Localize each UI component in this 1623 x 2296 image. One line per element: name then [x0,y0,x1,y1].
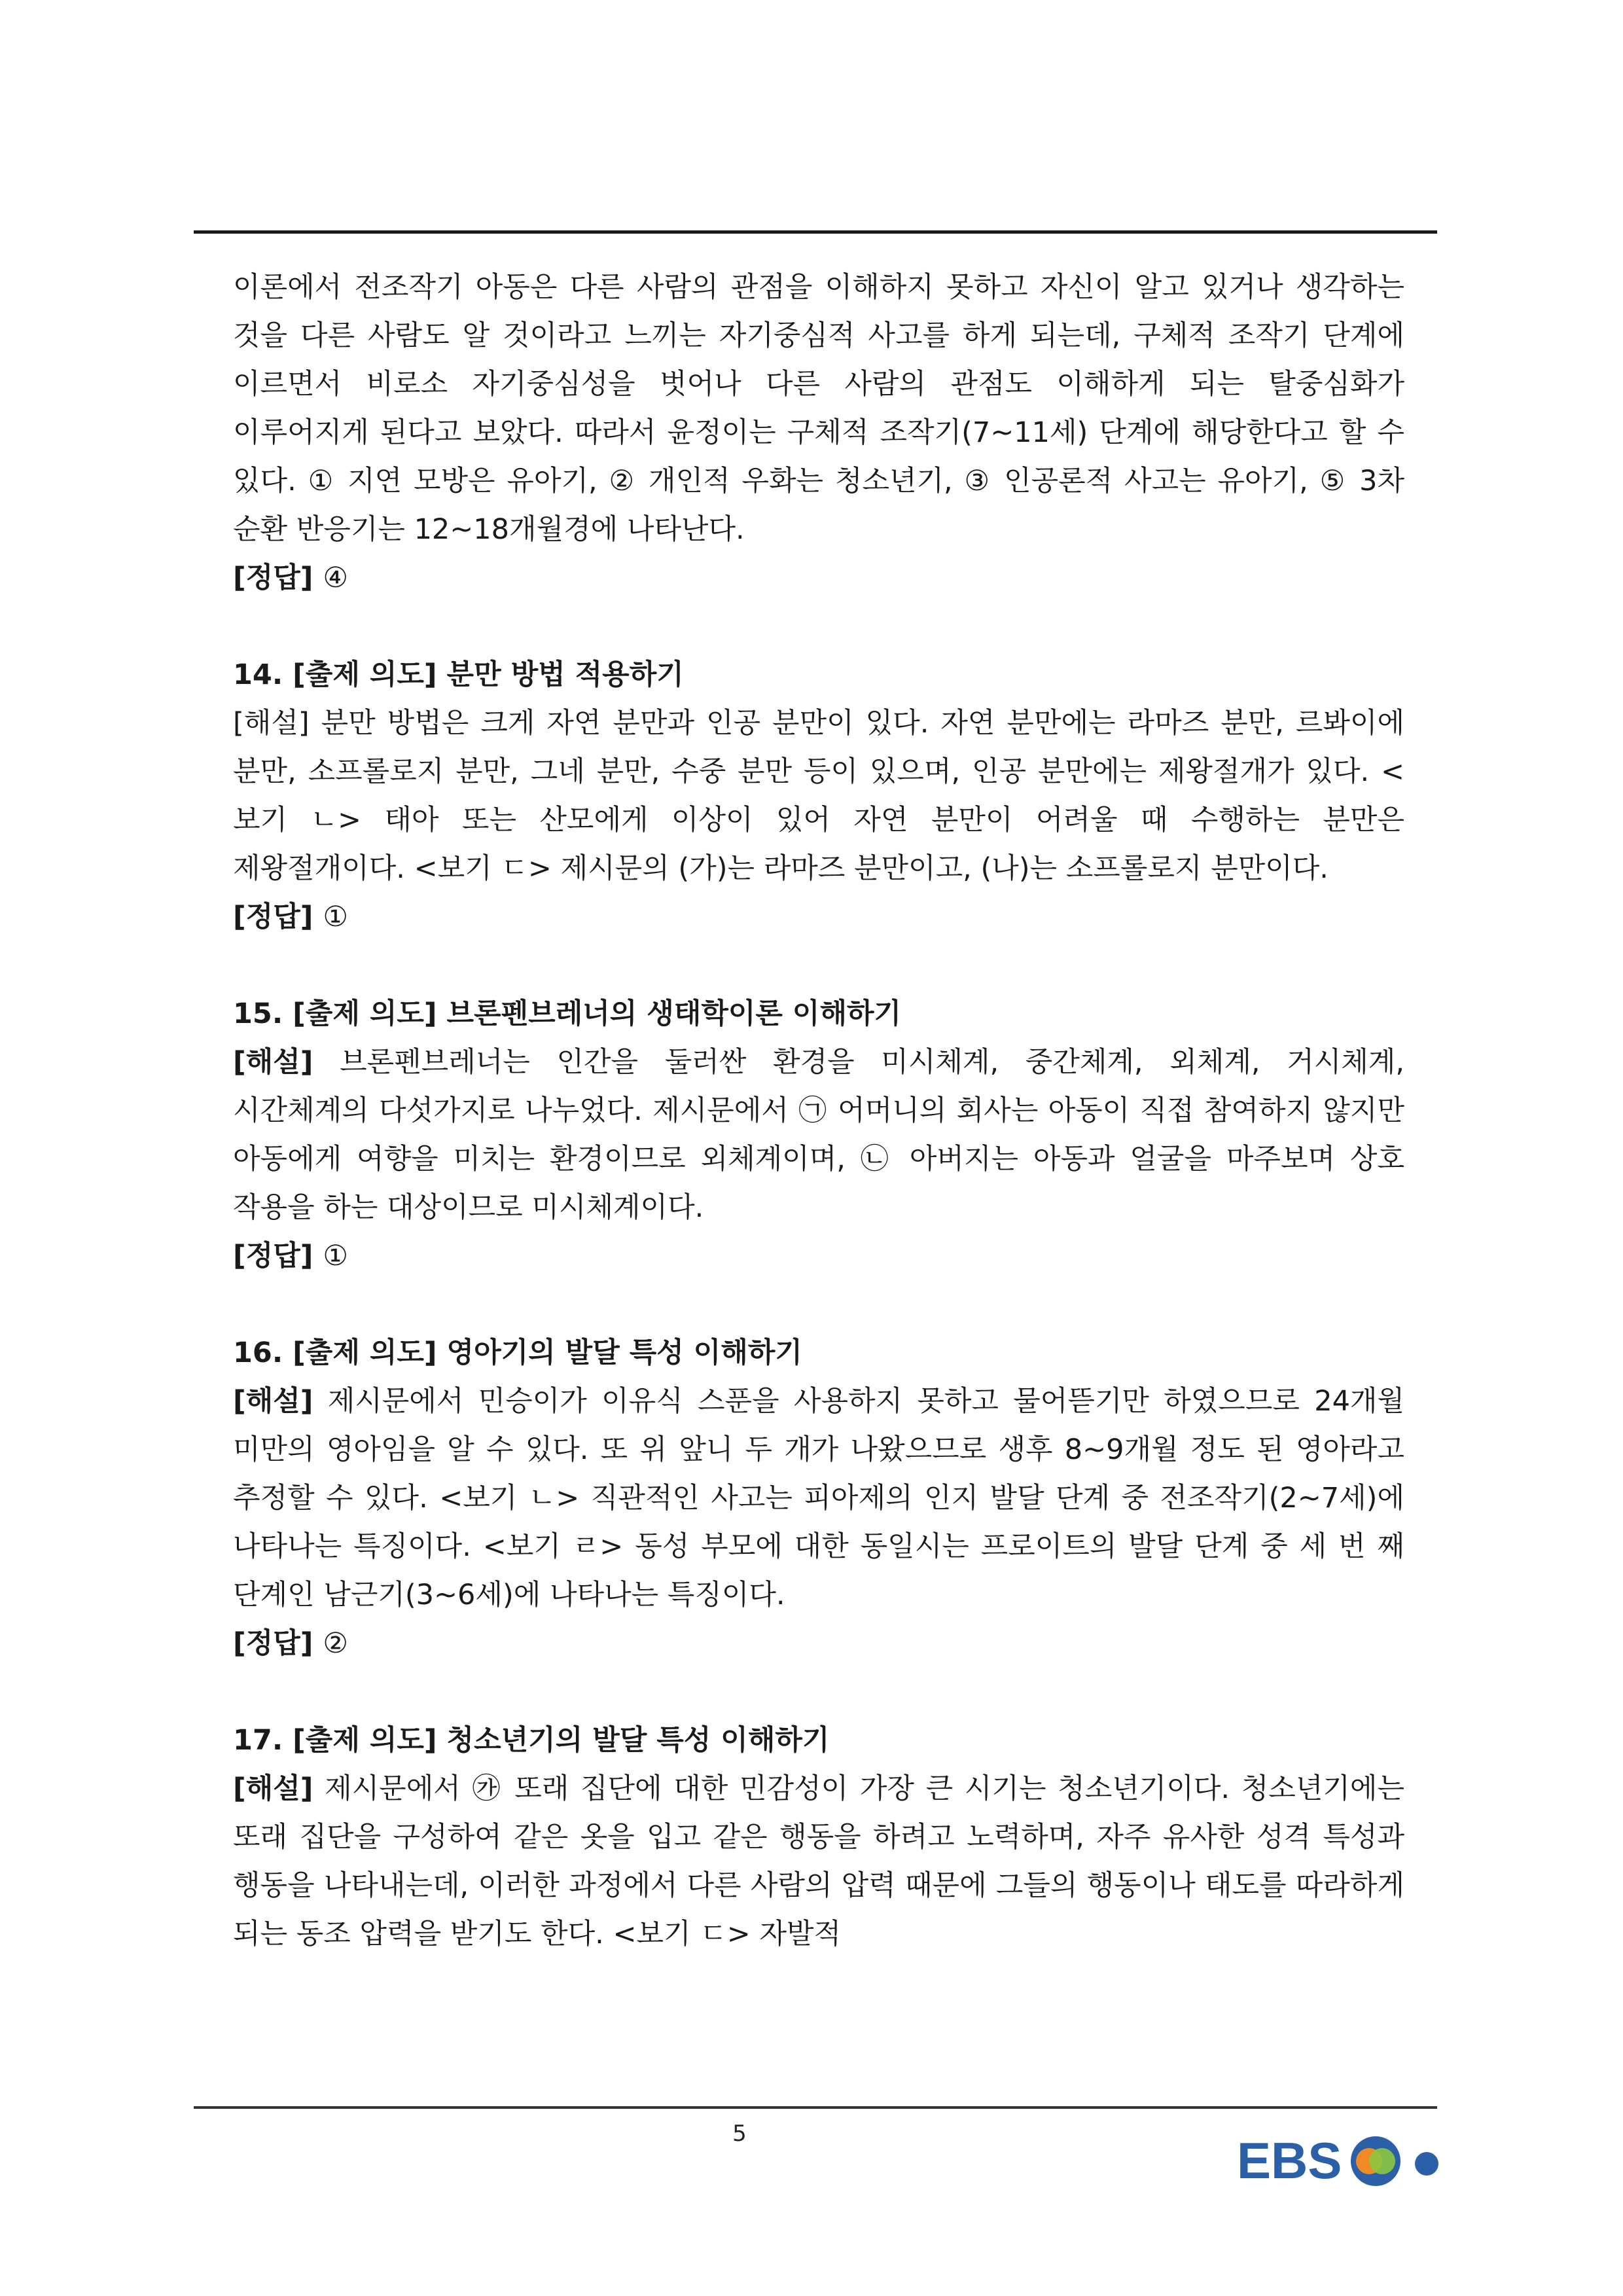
explanation-label: [해설] [233,1772,313,1805]
answer-label: [정답] [233,562,313,594]
answer-value: ① [323,1240,348,1272]
explanation-body: 분만 방법은 크게 자연 분만과 인공 분만이 있다. 자연 분만에는 라마즈 분만, 르봐이에 분만, 소프롤로지 분만, 그네 분만, 수중 분만 등이 있으며, 인공 분만에는 제왕절개가 있다. <보기 ㄴ> 태아 또는 산모에게 이상이 있어 자연 분만이 어려울 때 수행하는 분만은 제왕절개이다. <보기 ㄷ> 제시문의 (가)는 라마즈 분만이고, (나)는 소프롤로지 분만이다. [233,707,1404,885]
logo-wordmark: EBS [1237,2132,1342,2189]
spacer [233,602,1404,651]
answer-label: [정답] [233,1240,313,1272]
answer-value: ① [323,901,348,933]
question-explanation-14 [233,699,1404,893]
question-explanation-17 [233,1765,1404,1958]
header-rule [194,230,1437,234]
question-explanation-16 [233,1377,1404,1619]
explanation-label: [해설] [233,1385,313,1418]
answer-value: ④ [323,562,348,594]
explanation-label: [해설] [233,707,310,740]
question-answer-14 [233,893,1404,941]
logo-green-circle [1369,2148,1395,2174]
explanation-label: [해설] [233,1046,313,1079]
explanation-body: 브론펜브레너는 인간을 둘러싼 환경을 미시체계, 중간체계, 외체계, 거시체계, 시간체계의 다섯가지로 나누었다. 제시문에서 ㉠ 어머니의 회사는 아동이 직접 참여하지 않지만 아동에게 여향을 미치는 환경이므로 외체계이며, ㉡ 아버지는 아동과 얼굴을 마주보며 상호 작용을 하는 대상이므로 미시체계이다. [233,1046,1405,1224]
ebs-logo [1237,2127,1453,2193]
page-content [233,263,1404,1958]
ebs-logo-icon [1237,2127,1453,2193]
logo-dot [1415,2152,1438,2176]
explanation-body: 제시문에서 민승이가 이유식 스푼을 사용하지 못하고 물어뜯기만 하였으므로 24개월 미만의 영아임을 알 수 있다. 또 위 앞니 두 개가 나왔으므로 생후 8~9개월 정도 된 영아라고 추정할 수 있다. <보기 ㄴ> 직관적인 사고는 피아제의 인지 발달 단계 중 전조작기(2~7세)에 나타나는 특징이다. <보기 ㄹ> 동성 부모에 대한 동일시는 프로이트의 발달 단계 중 세 번 째 단계인 남근기(3~6세)에 나타나는 특징이다. [233,1385,1405,1611]
question-title-17: 17. [출제 의도] 청소년기의 발달 특성 이해하기 [233,1724,830,1757]
answer-label: [정답] [233,1627,313,1660]
question-explanation-15 [233,1038,1404,1232]
page-number: 5 [732,2121,747,2147]
spacer [233,1668,1404,1716]
question-answer-15 [233,1232,1404,1280]
question-answer-16 [233,1619,1404,1668]
intro-paragraph: 이론에서 전조작기 아동은 다른 사람의 관점을 이해하지 못하고 자신이 알고 있거나 생각하는 것을 다른 사람도 알 것이라고 느끼는 자기중심적 사고를 하게 되는데, 구체적 조작기 단계에 이르면서 비로소 자기중심성을 벗어나 다른 사람의 관점도 이해하게 되는 탈중심화가 이루어지게 된다고 보았다. 따라서 윤정이는 구체적 조작기(7~11세) 단계에 해당한다고 할 수 있다. ① 지연 모방은 유아기, ② 개인적 우화는 청소년기, ③ 인공론적 사고는 유아기, ⑤ 3차 순환 반응기는 12~18개월경에 나타난다. [233,271,1404,546]
footer-rule [194,2106,1437,2109]
question-title-14: 14. [출제 의도] 분만 방법 적용하기 [233,658,684,691]
intro-answer [233,554,1404,602]
question-title-16: 16. [출제 의도] 영아기의 발달 특성 이해하기 [233,1336,802,1369]
spacer [233,941,1404,990]
question-title-15: 15. [출제 의도] 브론펜브레너의 생태학이론 이해하기 [233,997,902,1030]
answer-label: [정답] [233,901,313,933]
spacer [233,1280,1404,1329]
answer-value: ② [323,1627,348,1660]
explanation-body: 제시문에서 ㉮ 또래 집단에 대한 민감성이 가장 큰 시기는 청소년기이다. 청소년기에는 또래 집단을 구성하여 같은 옷을 입고 같은 행동을 하려고 노력하며, 자주 유사한 성격 특성과 행동을 나타내는데, 이러한 과정에서 다른 사람의 압력 때문에 그들의 행동이나 태도를 따라하게 되는 동조 압력을 받기도 한다. <보기 ㄷ> 자발적 [233,1772,1404,1950]
